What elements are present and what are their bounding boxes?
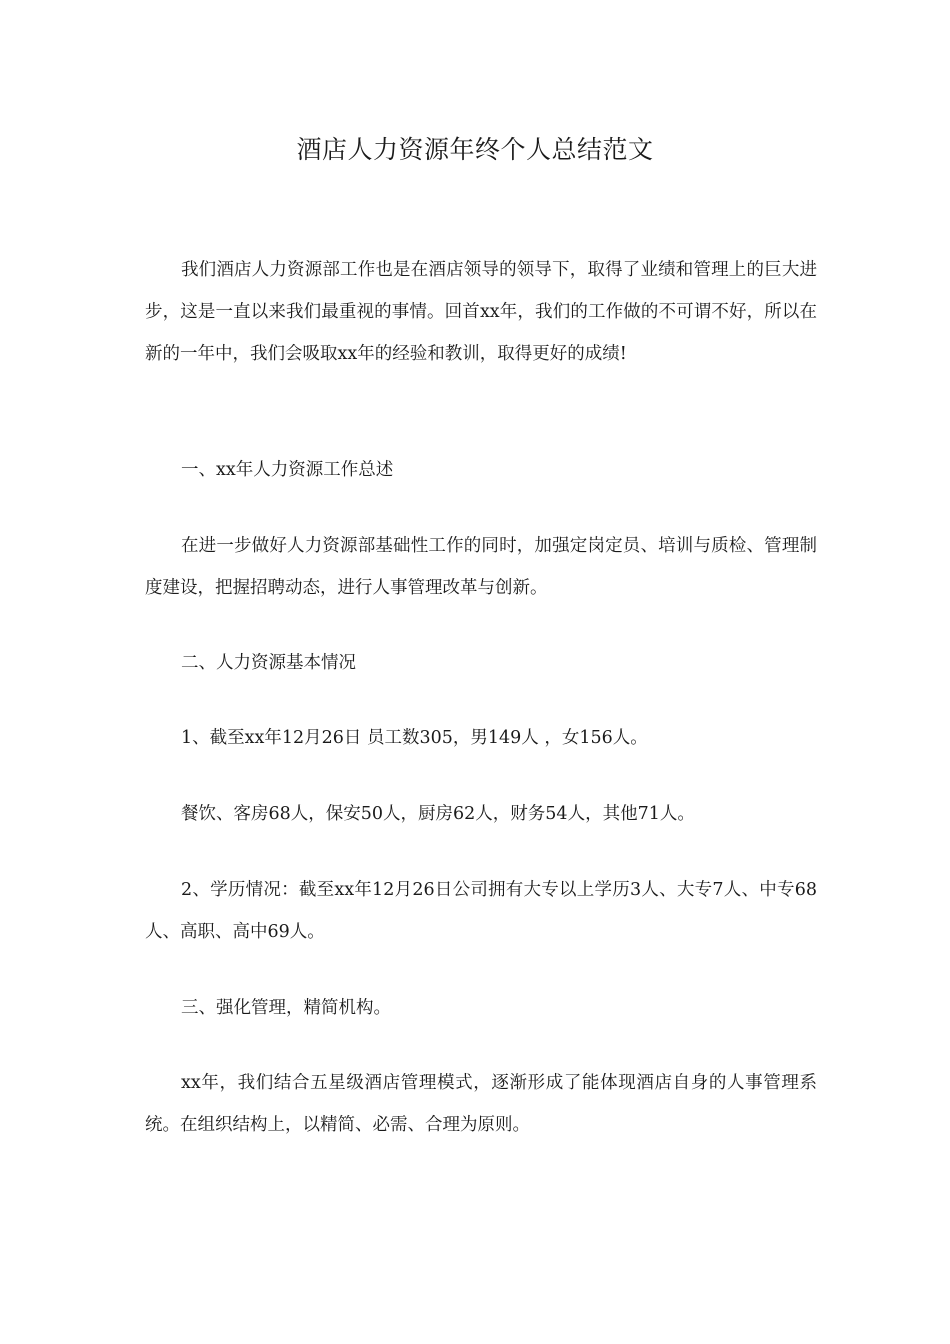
- department-count-paragraph: 餐饮、客房68人，保安50人，厨房62人，财务54人，其他71人。: [181, 804, 695, 824]
- section-1-paragraph: 在进一步做好人力资源部基础性工作的同时，加强定岗定员、培训与质检、管理制度建设，把握招聘动态，进行人事管理改革与创新。: [145, 536, 817, 598]
- staff-count-paragraph: 1、截至xx年12月26日 员工数305，男149人 ，女156人。: [181, 728, 648, 748]
- section-3-paragraph: xx年，我们结合五星级酒店管理模式，逐渐形成了能体现酒店自身的人事管理系统。在组织结构上，以精简、必需、合理为原则。: [145, 1073, 817, 1135]
- section-heading-1: 一、xx年人力资源工作总述: [181, 460, 394, 480]
- section-heading-3: 三、强化管理，精简机构。: [181, 998, 391, 1018]
- document-title: 酒店人力资源年终个人总结范文: [296, 135, 654, 164]
- intro-paragraph: 我们酒店人力资源部工作也是在酒店领导的领导下，取得了业绩和管理上的巨大进步，这是一直以来我们最重视的事情。回首xx年，我们的工作做的不可谓不好，所以在新的一年中，我们会吸取xx年的经验和教训，取得更好的成绩!: [145, 260, 817, 364]
- education-paragraph: 2、学历情况：截至xx年12月26日公司拥有大专以上学历3人、大专7人、中专68人、高职、高中69人。: [145, 880, 817, 942]
- section-heading-2: 二、人力资源基本情况: [181, 653, 356, 673]
